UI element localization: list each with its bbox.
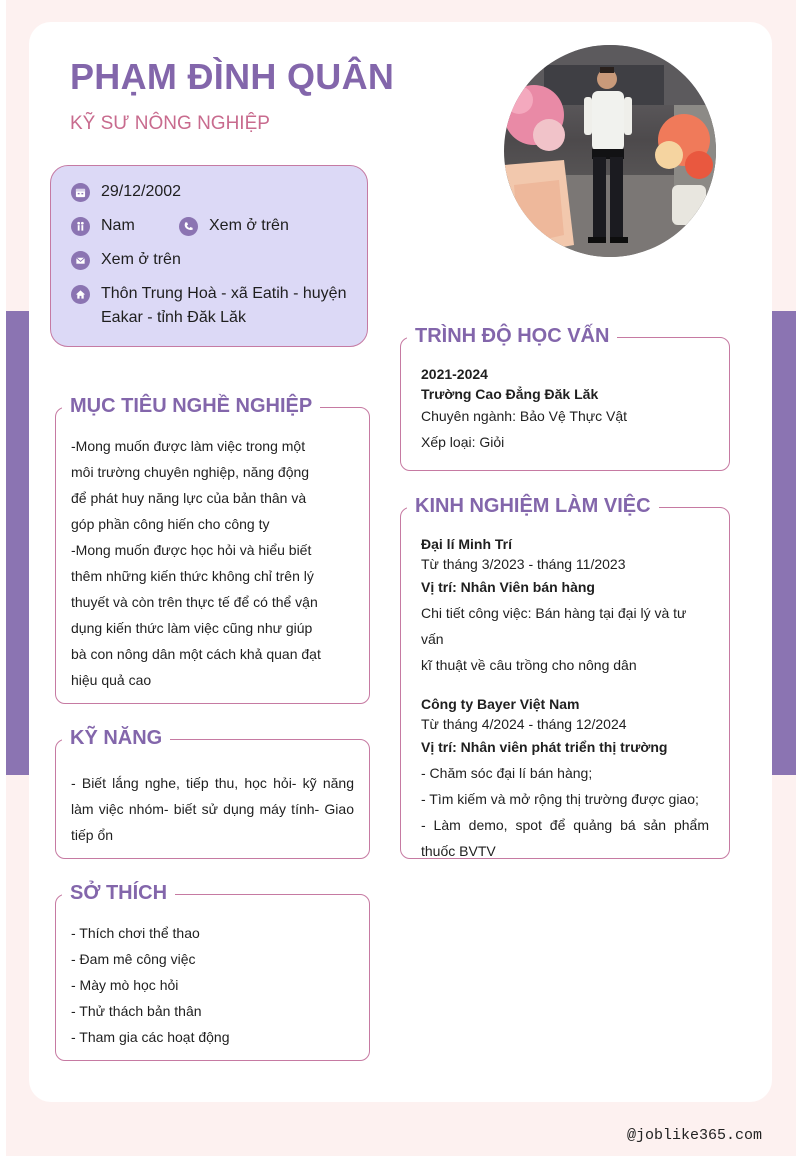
objective-line: -Mong muốn được học hỏi và hiểu biết: [71, 542, 312, 558]
address-line-1: Thôn Trung Hoà - xã Eatih - huyện: [101, 285, 347, 302]
birthday-value: 29/12/2002: [101, 183, 182, 200]
profile-photo: [504, 45, 716, 257]
decorative-band-right: [771, 311, 796, 775]
education-title: TRÌNH ĐỘ HỌC VẤN: [407, 325, 617, 348]
objective-line: góp phần công hiến cho công ty: [71, 516, 270, 532]
objective-line: môi trường chuyên nghiệp, năng động: [71, 464, 310, 480]
email-value[interactable]: Xem ở trên: [101, 251, 181, 268]
education-school: Trường Cao Đẳng Đăk Lăk: [421, 386, 599, 402]
skills-body: - Biết lắng nghe, tiếp thu, học hỏi- kỹ năng làm việc nhóm- biết sử dụng máy tính- Giao tiếp ổn: [71, 775, 354, 843]
hobby-item: - Thử thách bản thân: [71, 1003, 202, 1019]
objective-line: để phát huy năng lực của bản thân và: [71, 490, 307, 506]
address-value: [101, 282, 346, 330]
objective-line: bà con nông dân một cách khả quan đạt: [71, 646, 321, 662]
hobby-item: - Mày mò học hỏi: [71, 977, 179, 993]
job-position: Vị trí: Nhân Viên bán hàng: [421, 579, 595, 595]
watermark: @joblike365.com: [627, 1127, 763, 1144]
job-company: Công ty Bayer Việt Nam: [421, 696, 580, 712]
experience-title: KINH NGHIỆM LÀM VIỆC: [407, 495, 659, 518]
hobbies-title: SỞ THÍCH: [62, 882, 175, 905]
objective-line: dụng kiến thức làm việc cũng như giúp: [71, 620, 313, 636]
education-period: 2021-2024: [421, 366, 488, 382]
objective-line: thêm những kiến thức không chỉ trên lý: [71, 568, 314, 584]
hobby-item: - Thích chơi thể thao: [71, 925, 200, 941]
profile-photo-illustration: [504, 45, 716, 257]
hobby-item: - Đam mê công việc: [71, 951, 196, 967]
address-row: [71, 284, 346, 330]
phone-row: [179, 216, 289, 238]
job-period: Từ tháng 3/2023 - tháng 11/2023: [421, 556, 626, 572]
candidate-name: PHẠM ĐÌNH QUÂN: [70, 56, 395, 97]
objective-line: hiệu quả cao: [71, 672, 152, 688]
hobbies-body: [71, 920, 361, 1050]
job-company: Đại lí Minh Trí: [421, 536, 513, 552]
education-body: [421, 361, 716, 455]
job-detail: - Chăm sóc đại lí bán hàng;: [421, 765, 593, 781]
email-row: [71, 250, 181, 272]
objective-line: -Mong muốn được làm việc trong một: [71, 438, 306, 454]
phone-value[interactable]: Xem ở trên: [209, 217, 289, 234]
objective-body: [71, 433, 361, 693]
address-line-2: Eakar - tỉnh Đăk Lăk: [101, 309, 246, 326]
calendar-icon: [71, 183, 90, 202]
gender-row: [71, 216, 135, 238]
job-detail: - Tìm kiếm và mở rộng thị trường được giao;: [421, 791, 699, 807]
job-title: KỸ SƯ NÔNG NGHIỆP: [70, 113, 270, 134]
experience-body: [421, 531, 709, 864]
hobby-item: - Tham gia các hoạt động: [71, 1029, 230, 1045]
job-detail: Chi tiết công việc: Bán hàng tại đại lý và tư vấn: [421, 605, 687, 647]
gender-value: Nam: [101, 217, 135, 234]
education-grade: Xếp loại: Giỏi: [421, 434, 505, 450]
home-icon: [71, 285, 90, 304]
job-position: Vị trí: Nhân viên phát triển thị trường: [421, 739, 668, 755]
job-detail: kĩ thuật về câu trồng cho nông dân: [421, 657, 637, 673]
objective-line: thuyết và còn trên thực tế để có thể vận: [71, 594, 318, 610]
skills-title: KỸ NĂNG: [62, 727, 170, 750]
objective-title: MỤC TIÊU NGHỀ NGHIỆP: [62, 395, 320, 418]
education-major: Chuyên ngành: Bảo Vệ Thực Vật: [421, 408, 628, 424]
birthday-row: [71, 182, 181, 204]
gender-icon: [71, 217, 90, 236]
phone-icon: [179, 217, 198, 236]
job-period: Từ tháng 4/2024 - tháng 12/2024: [421, 716, 627, 732]
mail-icon: [71, 251, 90, 270]
job-detail: - Làm demo, spot để quảng bá sản phẩm thuốc BVTV: [421, 817, 709, 859]
decorative-band-left: [6, 311, 30, 775]
